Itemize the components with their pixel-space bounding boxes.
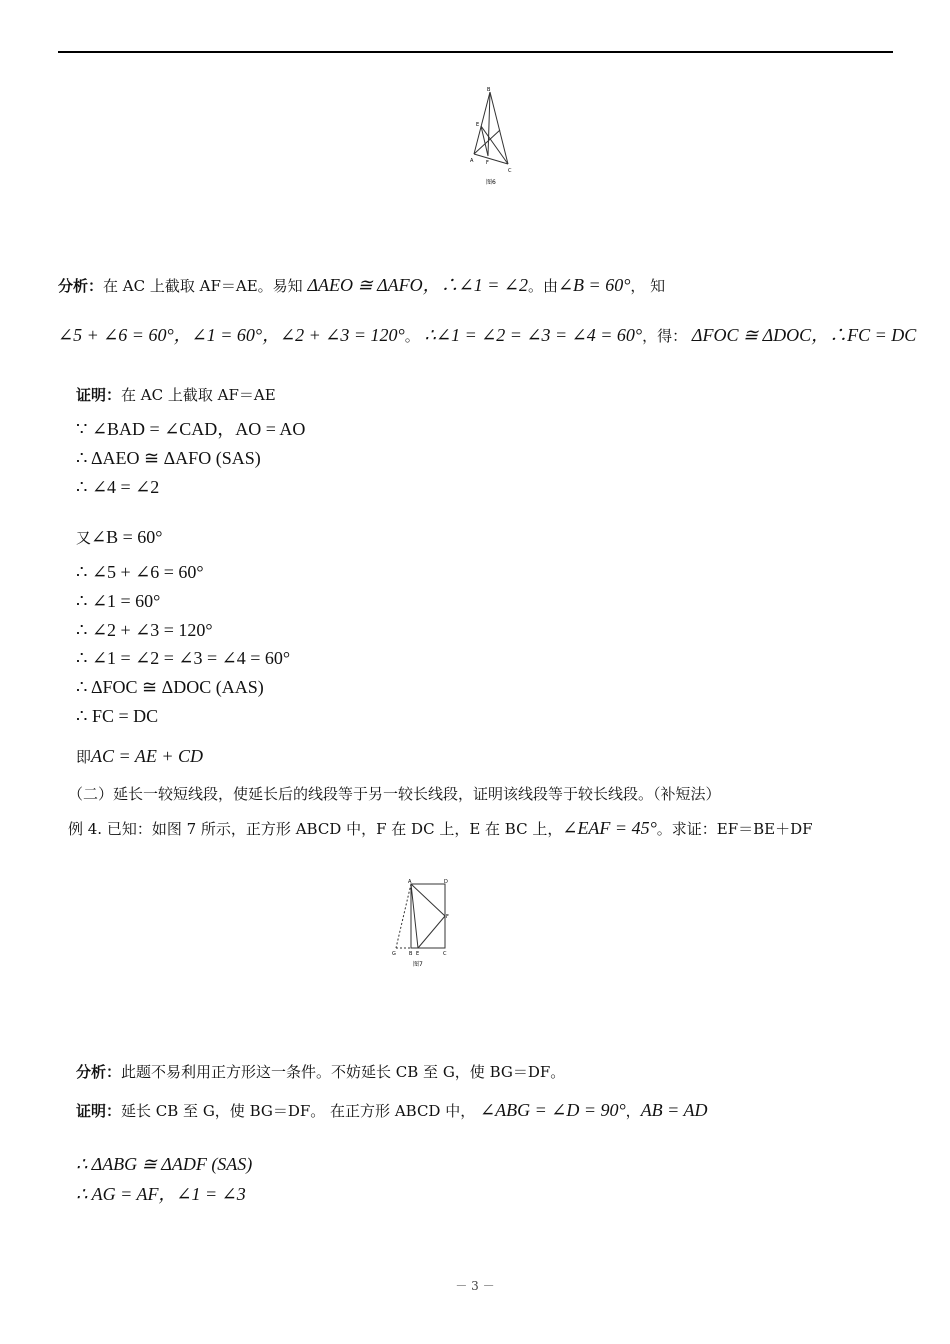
math-expr: ∠5 + ∠6 = 60°，∠1 = 60°，∠2 + ∠3 = 120° (58, 325, 405, 345)
proof-1-step: ∴ ∠1 = ∠2 = ∠3 = ∠4 = 60° (76, 648, 291, 668)
page-number: － 3 － (455, 1279, 495, 1293)
fig7-label-f: F (446, 914, 449, 920)
fig7-label-e: E (416, 951, 420, 957)
math-expr: ΔAEO ≅ ΔAFO (307, 275, 423, 295)
fig6-label-a: A (470, 158, 474, 164)
math-expr: ΔFOC ≅ ΔDOC，∴FC = DC (691, 325, 917, 345)
section-heading: （二）延长一较短线段，使延长后的线段等于另一较长线段，证明该线段等于较长线段。（补短法） (68, 785, 721, 803)
proof-label: 证明： (76, 1102, 122, 1120)
math-expr: ∴∠1 = ∠2 = ∠3 = ∠4 = 60° (424, 325, 643, 345)
analysis-text: 。 (404, 327, 420, 345)
math-expr: ∠EAF = 45° (562, 818, 657, 838)
proof-2-intro (76, 1100, 708, 1121)
fig7-label-c: C (443, 951, 447, 957)
fig6-label-e: E (476, 122, 480, 128)
math-expr: AC = AE + CD (91, 746, 203, 766)
figure-6 (466, 86, 516, 190)
fig6-label-b: B (487, 87, 491, 93)
proof-text: 即 (76, 748, 92, 766)
fig6-label-c: C (508, 168, 512, 174)
analysis-label: 分析： (76, 1063, 122, 1081)
math-expr: ∠ABG = ∠D = 90° (480, 1100, 626, 1120)
proof-text: ， (625, 1102, 641, 1120)
analysis-label: 分析： (58, 277, 104, 295)
math-expr: ，∴∠1 = ∠2 (422, 275, 528, 295)
proof-1-again (76, 527, 162, 548)
analysis-2 (76, 1062, 565, 1082)
proof-1-step: ∴ FC = DC (76, 706, 159, 726)
fig6-label-f: F (486, 160, 489, 166)
proof-1-step: ∴ ∠5 + ∠6 = 60° (76, 562, 204, 582)
proof-1-step: ∴ ∠2 + ∠3 = 120° (76, 620, 213, 640)
fig7-caption: 图7 (413, 961, 423, 968)
proof-text: 又 (76, 529, 92, 547)
proof-1-intro (76, 385, 276, 405)
proof-1-conclusion (76, 746, 203, 767)
proof-2-step: ∴ AG = AF，∠1 = ∠3 (76, 1184, 246, 1204)
analysis-text: ， 知 (630, 277, 666, 295)
example-text: 。求证：EF＝BE＋DF (656, 820, 813, 838)
example-text: 例 4. 已知：如图 7 所示，正方形 ABCD 中，F 在 DC 上，E 在 BC 上， (68, 820, 563, 838)
proof-1-step: ∴ ΔFOC ≅ ΔDOC (AAS) (76, 677, 264, 697)
proof-1-step: ∴ ∠1 = 60° (76, 591, 161, 611)
example-4 (68, 818, 813, 839)
fig6-caption: 图6 (486, 179, 496, 186)
proof-1-step: ∴ ΔAEO ≅ ΔAFO (SAS) (76, 448, 261, 468)
proof-1-step: ∴ ∠4 = ∠2 (76, 477, 160, 497)
analysis-text: 。由 (527, 277, 558, 295)
fig7-label-a: A (408, 879, 412, 885)
math-expr: ∠B = 60° (91, 527, 163, 547)
proof-2-step: ∴ ΔABG ≅ ΔADF (SAS) (76, 1154, 253, 1174)
analysis-1-line-1 (58, 275, 665, 296)
header-rule (58, 51, 893, 53)
proof-text: 在 AC 上截取 AF＝AE (121, 386, 276, 404)
analysis-text: 在 AC 上截取 AF＝AE。易知 (103, 277, 303, 295)
fig7-label-g: G (392, 951, 396, 957)
figure-7 (390, 876, 452, 970)
analysis-text: 此题不易利用正方形这一条件。不妨延长 CB 至 G，使 BG＝DF。 (121, 1063, 566, 1081)
fig7-label-d: D (444, 879, 448, 885)
math-expr: AB = AD (640, 1100, 708, 1120)
proof-1-step: ∵ ∠BAD = ∠CAD，AO = AO (76, 419, 306, 439)
math-expr: ∠B = 60° (557, 275, 631, 295)
proof-label: 证明： (76, 386, 122, 404)
fig7-label-b: B (409, 951, 413, 957)
analysis-1-line-2 (58, 325, 916, 346)
proof-text: 延长 CB 至 G，使 BG＝DF。 在正方形 ABCD 中， (121, 1102, 476, 1120)
analysis-text: ，得： (642, 327, 688, 345)
